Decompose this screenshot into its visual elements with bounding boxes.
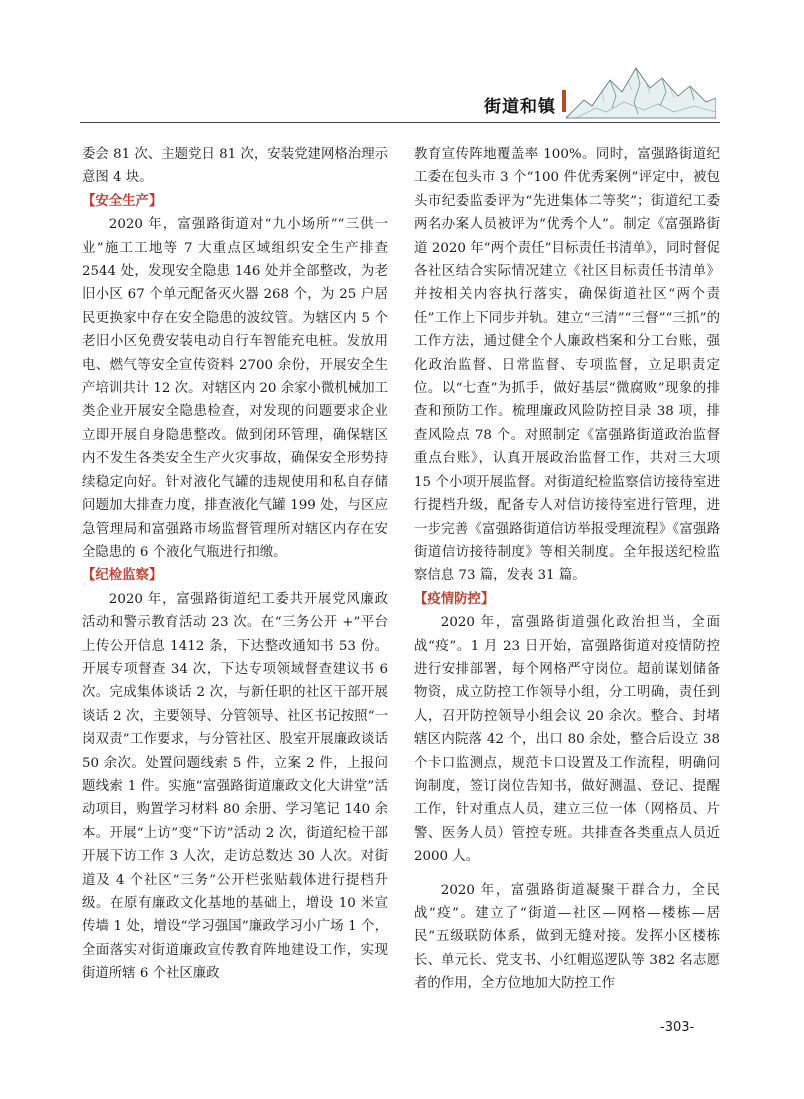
page-number: -303- [660, 1020, 695, 1035]
section-title: 街道和镇 [484, 97, 556, 117]
paragraph: 2020 年，富强路街道纪工委共开展党风廉政活动和警示教育活动 23 次。在“三务公开 +”平台上传公开信息 1412 条，下达整改通知书 53 份。开展专项督查 34 次，下达专项领域督查建议书 6 次。完成集体谈话 2 次，与新任职的社区干部开展谈话 2 次，主要领导、分管领导、社区书记按照“一岗双责”工作要求，与分管社区、股室开展廉政谈话 50 余次。处置问题线索 5 件，立案 2 件，上报问题线索 1 件。实施“富强路街道廉政文化大讲堂”活动项目，购置学习材料 80 余册、学习笔记 140 余本。开展“上访”变“下访”活动 2 次，街道纪检干部开展下访工作 3 人次，走访总数达 30 人次。对街道及 4 个社区“三务”公开栏张贴载体进行提档升级。在原有廉政文化基地的基础上，增设 10 米宣传墙 1 处，增设“学习强国”廉政学习小广场 1 个，全面落实对街道廉政宣传教育阵地建设工作，实现街道所辖 6 个社区廉政 [82, 591, 388, 982]
paragraph: 2020 年，富强路街道凝聚干群合力，全民战“疫”。建立了“街道—社区—网格—楼栋—居民”五级联防体系，做到无缝对接。发挥小区楼栋长、单元长、党支书、小红帽巡逻队等 382 名志愿者的作用，全方位地加大防控工作 [414, 882, 720, 992]
section-heading-safety: 【安全生产】 [82, 192, 163, 209]
paragraph: 2020 年，富强路街道强化政治担当，全面战“疫”。1 月 23 日开始，富强路街道对疫情防控进行安排部署，每个网格严守岗位。超前谋划储备物资，成立防控工作领导小组，分工明确，责任到人，召开防控领导小组会议 20 余次。整合、封堵辖区内院落 42 个，出口 80 余处，整合后设立 38 个卡口监测点，规范卡口设置及工作流程，明确问询制度，签订岗位告知书，做好测温、登记、提醒工作，针对重点人员，建立三位一体（网格员、片警、医务人员）管控专班。共排查各类重点人员近 2000 人。 [414, 615, 720, 865]
heading-text: 疫情防控 [427, 590, 481, 607]
right-column [414, 143, 720, 996]
paragraph: 教育宣传阵地覆盖率 100%。同时，富强路街道纪工委在包头市 3 个“100 件优秀案例”评定中，被包头市纪委监委评为“先进集体二等奖”；街道纪工委两名办案人员被评为“优秀个人”。制定《富强路街道 2020 年“两个责任”目标责任书清单》，同时督促各社区结合实际情况建立《社区目标责任书清单》并按相关内容执行落实，确保街道社区“两个责任”工作上下同步并轨。建立“三清”“三督”“三抓”的工作方法，通过健全个人廉政档案和分工台账，强化政治监督、日常监督、专项监督，立足职责定位。以“七查”为抓手，做好基层“微腐败”现象的排查和预防工作。梳理廉政风险防控目录 38 项，排查风险点 78 个。对照制定《富强路街道政治监督重点台账》，认真开展政治监督工作，共对三大项 15 个小项开展监督。对街道纪检监察信访接待室进行提档升级，配备专人对信访接待室进行管理，进一步完善《富强路街道信访举报受理流程》《富强路街道信访接待制度》等相关制度。全年报送纪检监察信息 73 篇，发表 31 篇。 [414, 147, 720, 584]
header-rule [80, 122, 720, 123]
mountain-banner-icon [566, 62, 716, 122]
section-heading-discipline: 【纪检监察】 [82, 567, 163, 584]
left-column [82, 143, 388, 986]
page-header [0, 0, 804, 125]
section-heading-epidemic: 【疫情防控】 [414, 590, 495, 607]
heading-text: 安全生产 [95, 192, 149, 209]
paragraph: 委会 81 次、主题党日 81 次，安装党建网格治理示意图 4 块。 [82, 147, 388, 186]
paragraph: 2020 年，富强路街道对“九小场所”“三供一业”施工工地等 7 大重点区域组织安全生产排查 2544 处，发现安全隐患 146 处并全部整改，为老旧小区 67 个单元配备灭火器 268 个，为 25 户居民更换家中存在安全隐患的波纹管。为辖区内 5 个老旧小区免费安装电动自行车智能充电桩。发放用电、燃气等安全宣传资料 2700 余份，开展安全生产培训共计 12 次。对辖区内 20 余家小微机械加工类企业开展安全隐患检查，对发现的问题要求企业立即开展自身隐患整改。做到闭环管理，确保辖区内不发生各类安全生产火灾事故，确保安全形势持续稳定向好。针对液化气罐的违规使用和私自存储问题加大排查力度，排查液化气罐 199 处，与区应急管理局和富强路市场监督管理所对辖区内存在安全隐患的 6 个液化气瓶进行扣缴。 [82, 217, 388, 560]
heading-text: 纪检监察 [95, 567, 149, 584]
